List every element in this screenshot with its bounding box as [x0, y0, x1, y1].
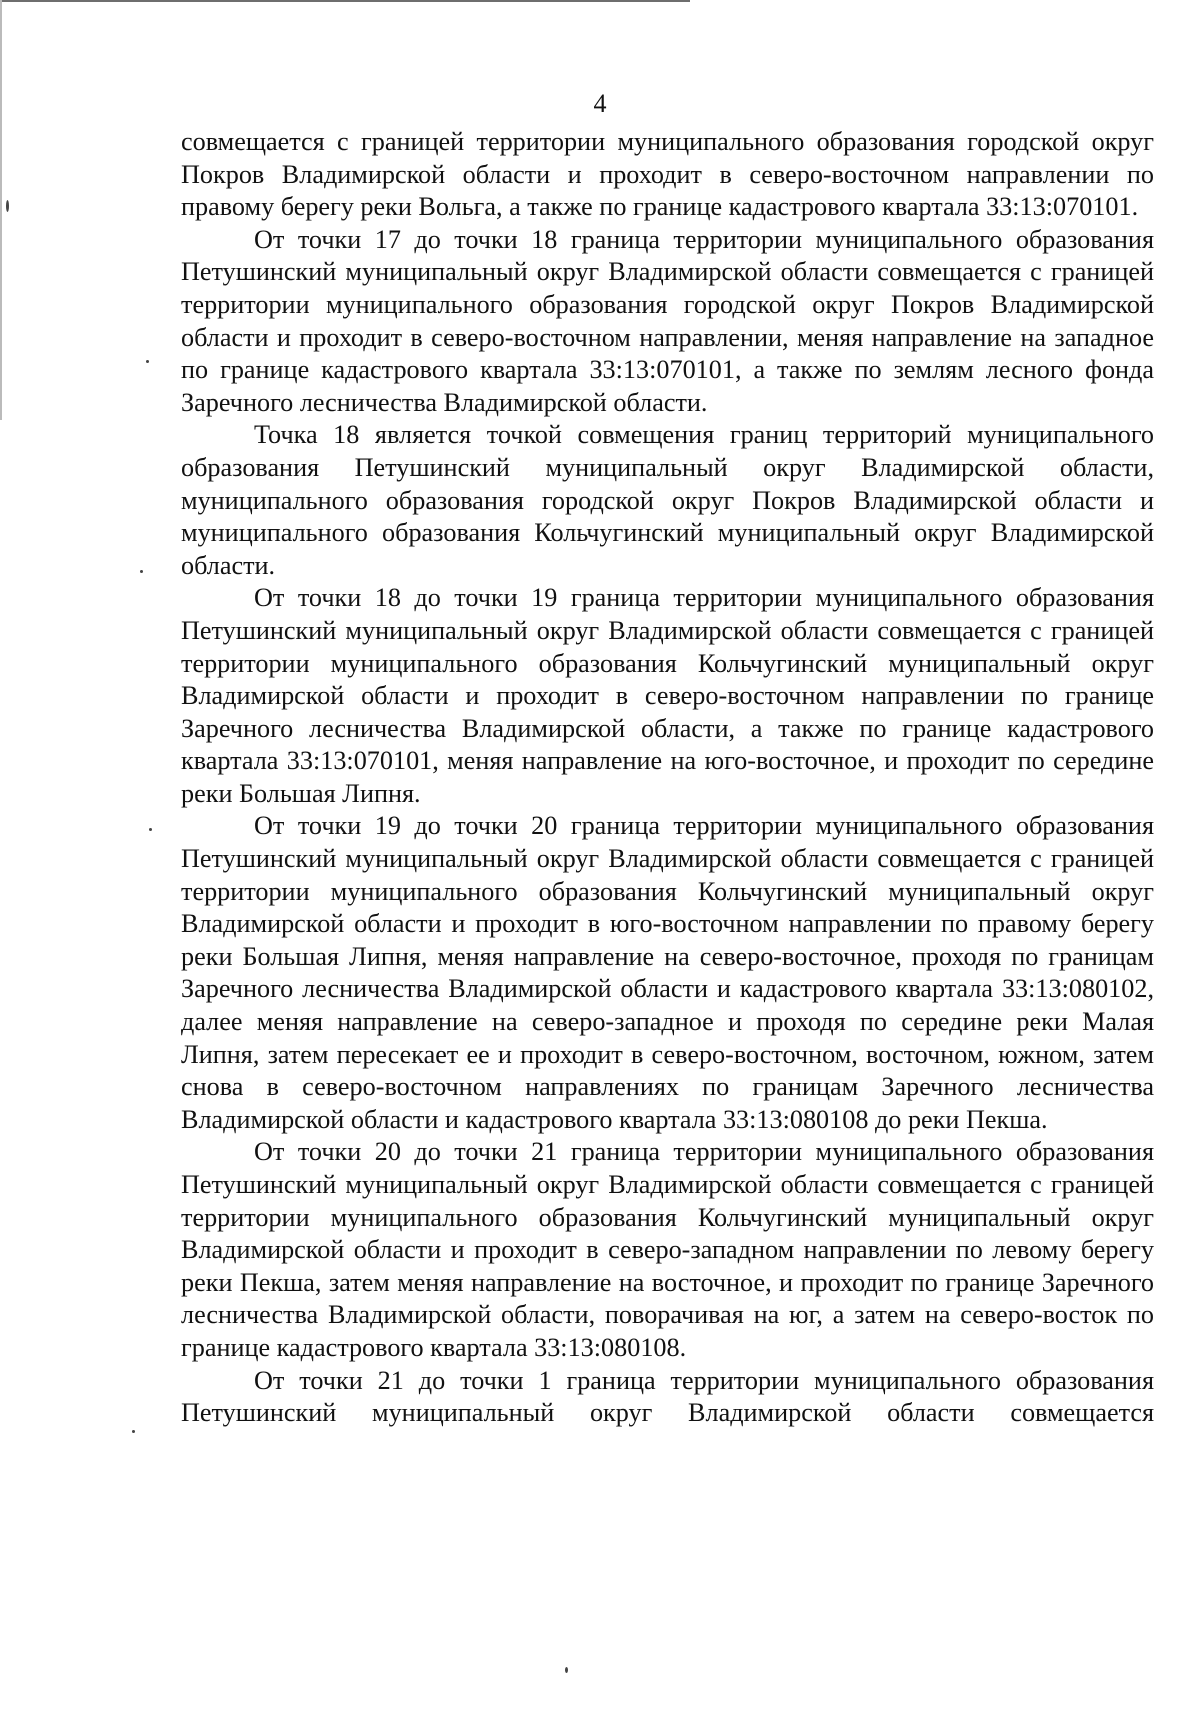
scan-edge-left	[0, 0, 2, 420]
paragraph: От точки 20 до точки 21 граница территории муниципального образования Петушинский муниципальный округ Владимирской области совмещается с границей территории муниципального образования Кольчугинский муниципальный округ Владимирской области и проходит в северо-западном направлении по левому берегу реки Пекша, затем меняя направление на восточное, и проходит по границе Заречного лесничества Владимирской области, поворачивая на юг, а затем на северо-восток по границе кадастрового квартала 33:13:080108.	[181, 1137, 1154, 1362]
paragraph: совмещается с границей территории муниципального образования городской округ Покров Владимирской области и проходит в северо-восточном направлении по правому берегу реки Вольга, а также по границе кадастрового квартала 33:13:070101.	[181, 127, 1154, 222]
scan-speck	[146, 360, 149, 363]
scan-speck	[149, 828, 152, 831]
scan-speck	[140, 570, 143, 573]
scan-speck	[565, 1667, 568, 1673]
scan-edge-top	[0, 0, 690, 2]
paragraph: От точки 19 до точки 20 граница территории муниципального образования Петушинский муниципальный округ Владимирской области совмещается с границей территории муниципального образования Кольчугинский муниципальный округ Владимирской области и проходит в юго-восточном направлении по правому берегу реки Большая Липня, меняя направление на северо-восточное, проходя по границам Заречного лесничества Владимирской области и кадастрового квартала 33:13:080102, далее меняя направление на северо-западное и проходя по середине реки Малая Липня, затем пересекает ее и проходит в северо-восточном, восточном, южном, затем снова в северо-восточном направлениях по границам Заречного лесничества Владимирской области и кадастрового квартала 33:13:080108 до реки Пекша.	[181, 811, 1154, 1134]
document-body	[181, 126, 1154, 1430]
paragraph: От точки 21 до точки 1 граница территории муниципального образования Петушинский муниципальный округ Владимирской области совмещается	[181, 1365, 1154, 1428]
scan-speck	[6, 200, 9, 212]
scan-speck	[132, 1430, 135, 1433]
paragraph: От точки 17 до точки 18 граница территории муниципального образования Петушинский муниципальный округ Владимирской области совмещается с границей территории муниципального образования городской округ Покров Владимирской области и проходит в северо-восточном направлении, меняя направление на западное по границе кадастрового квартала 33:13:070101, а также по землям лесного фонда Заречного лесничества Владимирской области.	[181, 224, 1154, 417]
paragraph: Точка 18 является точкой совмещения границ территорий муниципального образования Петушинский муниципальный округ Владимирской области, муниципального образования городской округ Покров Владимирской области и муниципального образования Кольчугинский муниципальный округ Владимирской области.	[181, 420, 1154, 580]
paragraph: От точки 18 до точки 19 граница территории муниципального образования Петушинский муниципальный округ Владимирской области совмещается с границей территории муниципального образования Кольчугинский муниципальный округ Владимирской области и проходит в северо-восточном направлении по границе Заречного лесничества Владимирской области, а также по границе кадастрового квартала 33:13:070101, меняя направление на юго-восточное, и проходит по середине реки Большая Липня.	[181, 583, 1154, 808]
page-number: 4	[593, 89, 607, 118]
